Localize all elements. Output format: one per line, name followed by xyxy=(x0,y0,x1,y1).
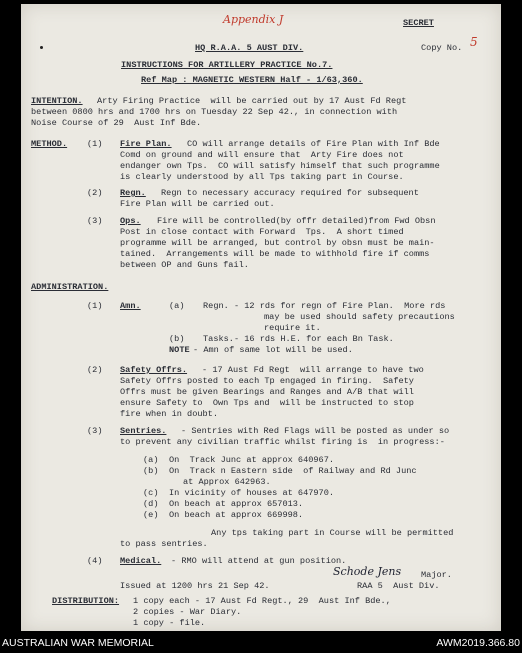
signature-unit: RAA 5 Aust Div. xyxy=(357,581,440,591)
item-line: endanger own Tps. CO will satisfy himself that such programme xyxy=(120,161,440,171)
distribution-heading: DISTRIBUTION: xyxy=(52,596,120,606)
item-title: Amn. xyxy=(120,301,141,311)
archive-footer xyxy=(0,631,522,653)
item-title: Fire Plan. xyxy=(120,139,172,149)
item-number: (4) xyxy=(87,556,103,566)
item-line: Fire Plan will be carried out. xyxy=(120,199,275,209)
sentry-point: In vicinity of houses at 647970. xyxy=(169,488,335,498)
item-line: Regn. - 12 rds for regn of Fire Plan. More rds xyxy=(203,301,446,311)
intention-line: between 0800 hrs and 1700 hrs on Tuesday 22 Sep 42., in connection with xyxy=(31,107,398,117)
item-title: Safety Offrs. xyxy=(120,365,188,375)
hq-line: HQ R.A.A. 5 AUST DIV. xyxy=(195,43,304,53)
distribution-line: 2 copies - War Diary. xyxy=(133,607,242,617)
method-heading: METHOD. xyxy=(31,139,68,149)
sentry-point: On Track Junc at approx 640967. xyxy=(169,455,335,465)
item-line: to pass sentries. xyxy=(120,539,208,549)
issued-line: Issued at 1200 hrs 21 Sep 42. xyxy=(120,581,270,591)
document-title: INSTRUCTIONS FOR ARTILLERY PRACTICE No.7. xyxy=(121,60,333,70)
intention-line: Noise Course of 29 Aust Inf Bde. xyxy=(31,118,202,128)
item-line: is clearly understood by all Tps taking part in Course. xyxy=(120,172,404,182)
item-line: fire when in doubt. xyxy=(120,409,218,419)
sentry-point: On beach at approx 669998. xyxy=(169,510,304,520)
item-line: - Sentries with Red Flags will be posted as under so xyxy=(181,426,450,436)
item-line: - 17 Aust Fd Regt will arrange to have two xyxy=(202,365,424,375)
sub-number: (a) xyxy=(169,301,185,311)
item-line: tained. Arrangements will be made to withhold fire if comms xyxy=(120,249,430,259)
sentry-point-number: (a) xyxy=(143,455,159,465)
item-line: Post in close contact with Forward Tps. A short timed xyxy=(120,227,404,237)
item-line: Regn to necessary accuracy required for subsequent xyxy=(161,188,419,198)
archive-name: AUSTRALIAN WAR MEMORIAL xyxy=(2,637,154,649)
item-title: Medical. xyxy=(120,556,162,566)
item-line: ensure Safety to Own Tps and will be instructed to stop xyxy=(120,398,414,408)
item-line: Any tps taking part in Course will be permitted xyxy=(211,528,454,538)
archive-reference: AWM2019.366.80 xyxy=(436,637,520,649)
item-number: (2) xyxy=(87,188,103,198)
sub-number: (b) xyxy=(169,334,185,344)
item-line: CO will arrange details of Fire Plan with Inf Bde xyxy=(187,139,440,149)
handwritten-signature: Schode Jens xyxy=(333,565,402,578)
intention-line: Arty Firing Practice will be carried out by 17 Aust Fd Regt xyxy=(97,96,407,106)
ref-map: Ref Map : MAGNETIC WESTERN Half - 1/63,360. xyxy=(141,75,363,85)
document-page xyxy=(21,4,501,631)
item-line: Comd on ground and will ensure that Arty Fire does not xyxy=(120,150,404,160)
sentry-point: at Approx 642963. xyxy=(183,477,271,487)
item-line: require it. xyxy=(264,323,321,333)
item-line: Tasks.- 16 rds H.E. for each Bn Task. xyxy=(203,334,394,344)
distribution-line: 1 copy each - 17 Aust Fd Regt., 29 Aust Inf Bde., xyxy=(133,596,391,606)
signature-rank: Major. xyxy=(421,570,452,580)
copy-label: Copy No. xyxy=(421,43,463,53)
item-number: (1) xyxy=(87,139,103,149)
item-number: (3) xyxy=(87,216,103,226)
item-line: programme will be arranged, but control by obsn must be main- xyxy=(120,238,435,248)
sentry-point-number: (b) xyxy=(143,466,159,476)
note-label: NOTE xyxy=(169,345,190,355)
sentry-point: On Track n Eastern side of Railway and Rd Junc xyxy=(169,466,417,476)
secret-mark: SECRET xyxy=(403,18,434,28)
appendix-annotation: Appendix J xyxy=(223,13,284,26)
item-title: Regn. xyxy=(120,188,146,198)
copy-number: 5 xyxy=(470,35,478,49)
item-line: - Amn of same lot will be used. xyxy=(193,345,353,355)
item-line: - RMO will attend at gun position. xyxy=(171,556,347,566)
item-line: may be used should safety precautions xyxy=(264,312,455,322)
item-number: (2) xyxy=(87,365,103,375)
intention-heading: INTENTION. xyxy=(31,96,83,106)
sentry-point-number: (d) xyxy=(143,499,159,509)
item-line: to prevent any civilian traffic whilst firing is in progress:- xyxy=(120,437,445,447)
sentry-point-number: (e) xyxy=(143,510,159,520)
item-number: (3) xyxy=(87,426,103,436)
sentry-point-number: (c) xyxy=(143,488,159,498)
item-line: Safety Offrs posted to each Tp engaged in firing. Safety xyxy=(120,376,414,386)
item-number: (1) xyxy=(87,301,103,311)
item-title: Sentries. xyxy=(120,426,167,436)
item-line: Fire will be controlled(by offr detailed)from Fwd Obsn xyxy=(157,216,436,226)
administration-heading: ADMINISTRATION. xyxy=(31,282,109,292)
item-line: between OP and Guns fail. xyxy=(120,260,249,270)
distribution-line: 1 copy - file. xyxy=(133,618,206,628)
hole-punch-mark xyxy=(40,46,43,49)
item-line: Offrs must be given Bearings and Ranges and A/B that will xyxy=(120,387,414,397)
sentry-point: On beach at approx 657013. xyxy=(169,499,304,509)
item-title: Ops. xyxy=(120,216,141,226)
